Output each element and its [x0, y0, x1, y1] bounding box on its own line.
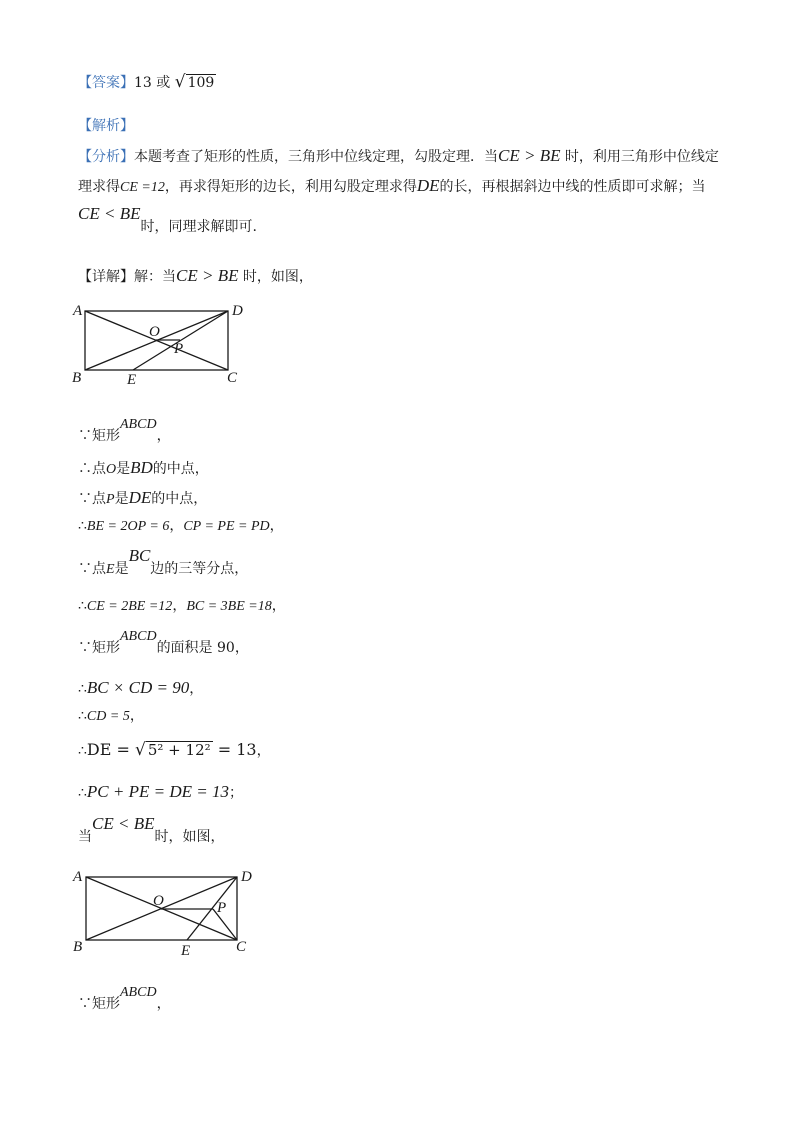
detail-text: 时，如图，: [238, 269, 313, 285]
step-text: ，: [189, 681, 204, 697]
case2-step-1: [78, 985, 171, 1015]
math: BD: [130, 458, 153, 477]
label-a: A: [73, 869, 83, 885]
step-text: ，: [271, 598, 286, 614]
math: CE < BE: [78, 204, 141, 223]
fenxi-line-2: [78, 176, 706, 198]
step-text: ∵矩形: [78, 640, 120, 656]
math: CE = 2BE =12: [86, 599, 173, 614]
answer-sqrt-109: 109: [187, 75, 215, 91]
step-text: 的面积是 90，: [156, 640, 249, 656]
step-text: ∵点: [78, 561, 106, 577]
label-c: C: [236, 939, 247, 955]
math: DE =: [86, 740, 136, 759]
label-b: B: [73, 939, 83, 955]
step-text: ∴: [78, 785, 87, 801]
step-6: [78, 596, 286, 617]
label-o: O: [153, 893, 164, 909]
step-text: ，: [172, 598, 187, 614]
step-text: ，: [156, 428, 171, 444]
fenxi-line-1: [78, 146, 719, 167]
case2-text: 当: [78, 829, 92, 845]
fenxi-text: 本题考查了矩形的性质，三角形中位线定理，勾股定理．当: [134, 149, 498, 165]
answer-label: 【答案】: [78, 75, 134, 91]
fenxi-line-3: [78, 204, 257, 237]
answer-line: 【答案】13 或 √ 109: [78, 72, 215, 92]
step-1: [78, 417, 171, 447]
case2-text: 时，如图，: [154, 829, 225, 845]
step-text: ∵点: [78, 491, 106, 507]
step-text: ∴: [78, 598, 87, 614]
label-d: D: [241, 869, 252, 885]
step-text: 是: [116, 461, 131, 477]
math: E: [106, 562, 115, 577]
step-text: ，: [156, 996, 171, 1012]
math: CP = PE = PD: [183, 519, 270, 534]
label-b: B: [72, 370, 82, 386]
step-text: ∴: [78, 681, 87, 697]
math: BC = 3BE =18: [186, 599, 272, 614]
fenxi-text: ，再求得矩形的边长，利用勾股定理求得: [164, 179, 417, 195]
math: CD = 5: [86, 709, 130, 724]
label-d: D: [232, 303, 243, 319]
step-text: 的中点，: [151, 491, 208, 507]
step-5: [78, 546, 249, 580]
step-text: 是: [114, 491, 129, 507]
math: BC: [128, 546, 151, 565]
fenxi-text: 时，同理求解即可.: [140, 219, 257, 235]
step-10: ∴DE = √ 5² + 12² = 13，: [78, 740, 271, 760]
math: CE > BE: [498, 146, 561, 165]
math: ABCD: [120, 417, 157, 432]
step-text: ∴: [78, 518, 87, 534]
step-text: 边的三等分点，: [150, 561, 249, 577]
step-text: ，: [129, 708, 144, 724]
label-p: P: [174, 341, 184, 357]
math: CE < BE: [92, 814, 155, 833]
step-text: ∵矩形: [78, 996, 120, 1012]
step-text: ，: [169, 518, 184, 534]
label-e: E: [181, 943, 191, 959]
math: DE: [416, 176, 440, 195]
figure-2: [60, 864, 270, 964]
analysis-label: 【解析】: [78, 118, 134, 134]
math: P: [106, 492, 115, 507]
step-7: [78, 629, 249, 659]
step-text: ；: [229, 785, 243, 801]
label-o: O: [149, 324, 160, 340]
step-text: ∴: [78, 708, 87, 724]
case2-line: [78, 814, 225, 847]
fenxi-text: 理求得: [78, 179, 120, 195]
step-text: ，: [269, 518, 284, 534]
answer-text: 13 或: [134, 75, 175, 91]
fenxi-text: 的长，再根据斜边中线的性质即可求解；当: [439, 179, 706, 195]
fenxi-text: 时，利用三角形中位线定: [560, 149, 719, 165]
step-text: 是: [114, 561, 129, 577]
math-radicand: 5² + 12²: [147, 741, 211, 759]
math: DE: [128, 488, 152, 507]
math: CE =12: [120, 180, 165, 195]
step-text: ，: [256, 743, 271, 759]
math: PC + PE = DE = 13: [86, 782, 229, 801]
detail-label: 【详解】: [78, 269, 134, 285]
math: = 13: [212, 740, 257, 759]
step-text: 的中点，: [152, 461, 209, 477]
step-text: ∴: [78, 743, 87, 759]
step-4: [78, 516, 284, 537]
step-9: [78, 706, 144, 727]
step-8: [78, 678, 203, 699]
math: BE = 2OP = 6: [86, 519, 170, 534]
label-a: A: [73, 303, 83, 319]
step-text: ∴点: [78, 461, 106, 477]
math: ABCD: [120, 629, 157, 644]
step-2: [78, 458, 209, 480]
detail-text: 解：当: [134, 269, 176, 285]
figure-1: [60, 298, 260, 398]
detail-line-1: [78, 266, 313, 287]
label-c: C: [227, 370, 238, 386]
fenxi-label: 【分析】: [78, 149, 134, 165]
math: CE > BE: [176, 266, 239, 285]
step-11: [78, 782, 243, 803]
step-text: ∵矩形: [78, 428, 120, 444]
math: BC × CD = 90: [86, 678, 190, 697]
label-p: P: [217, 900, 227, 916]
math: ABCD: [120, 985, 157, 1000]
label-e: E: [127, 372, 137, 388]
step-3: [78, 488, 207, 510]
math: O: [106, 462, 117, 477]
